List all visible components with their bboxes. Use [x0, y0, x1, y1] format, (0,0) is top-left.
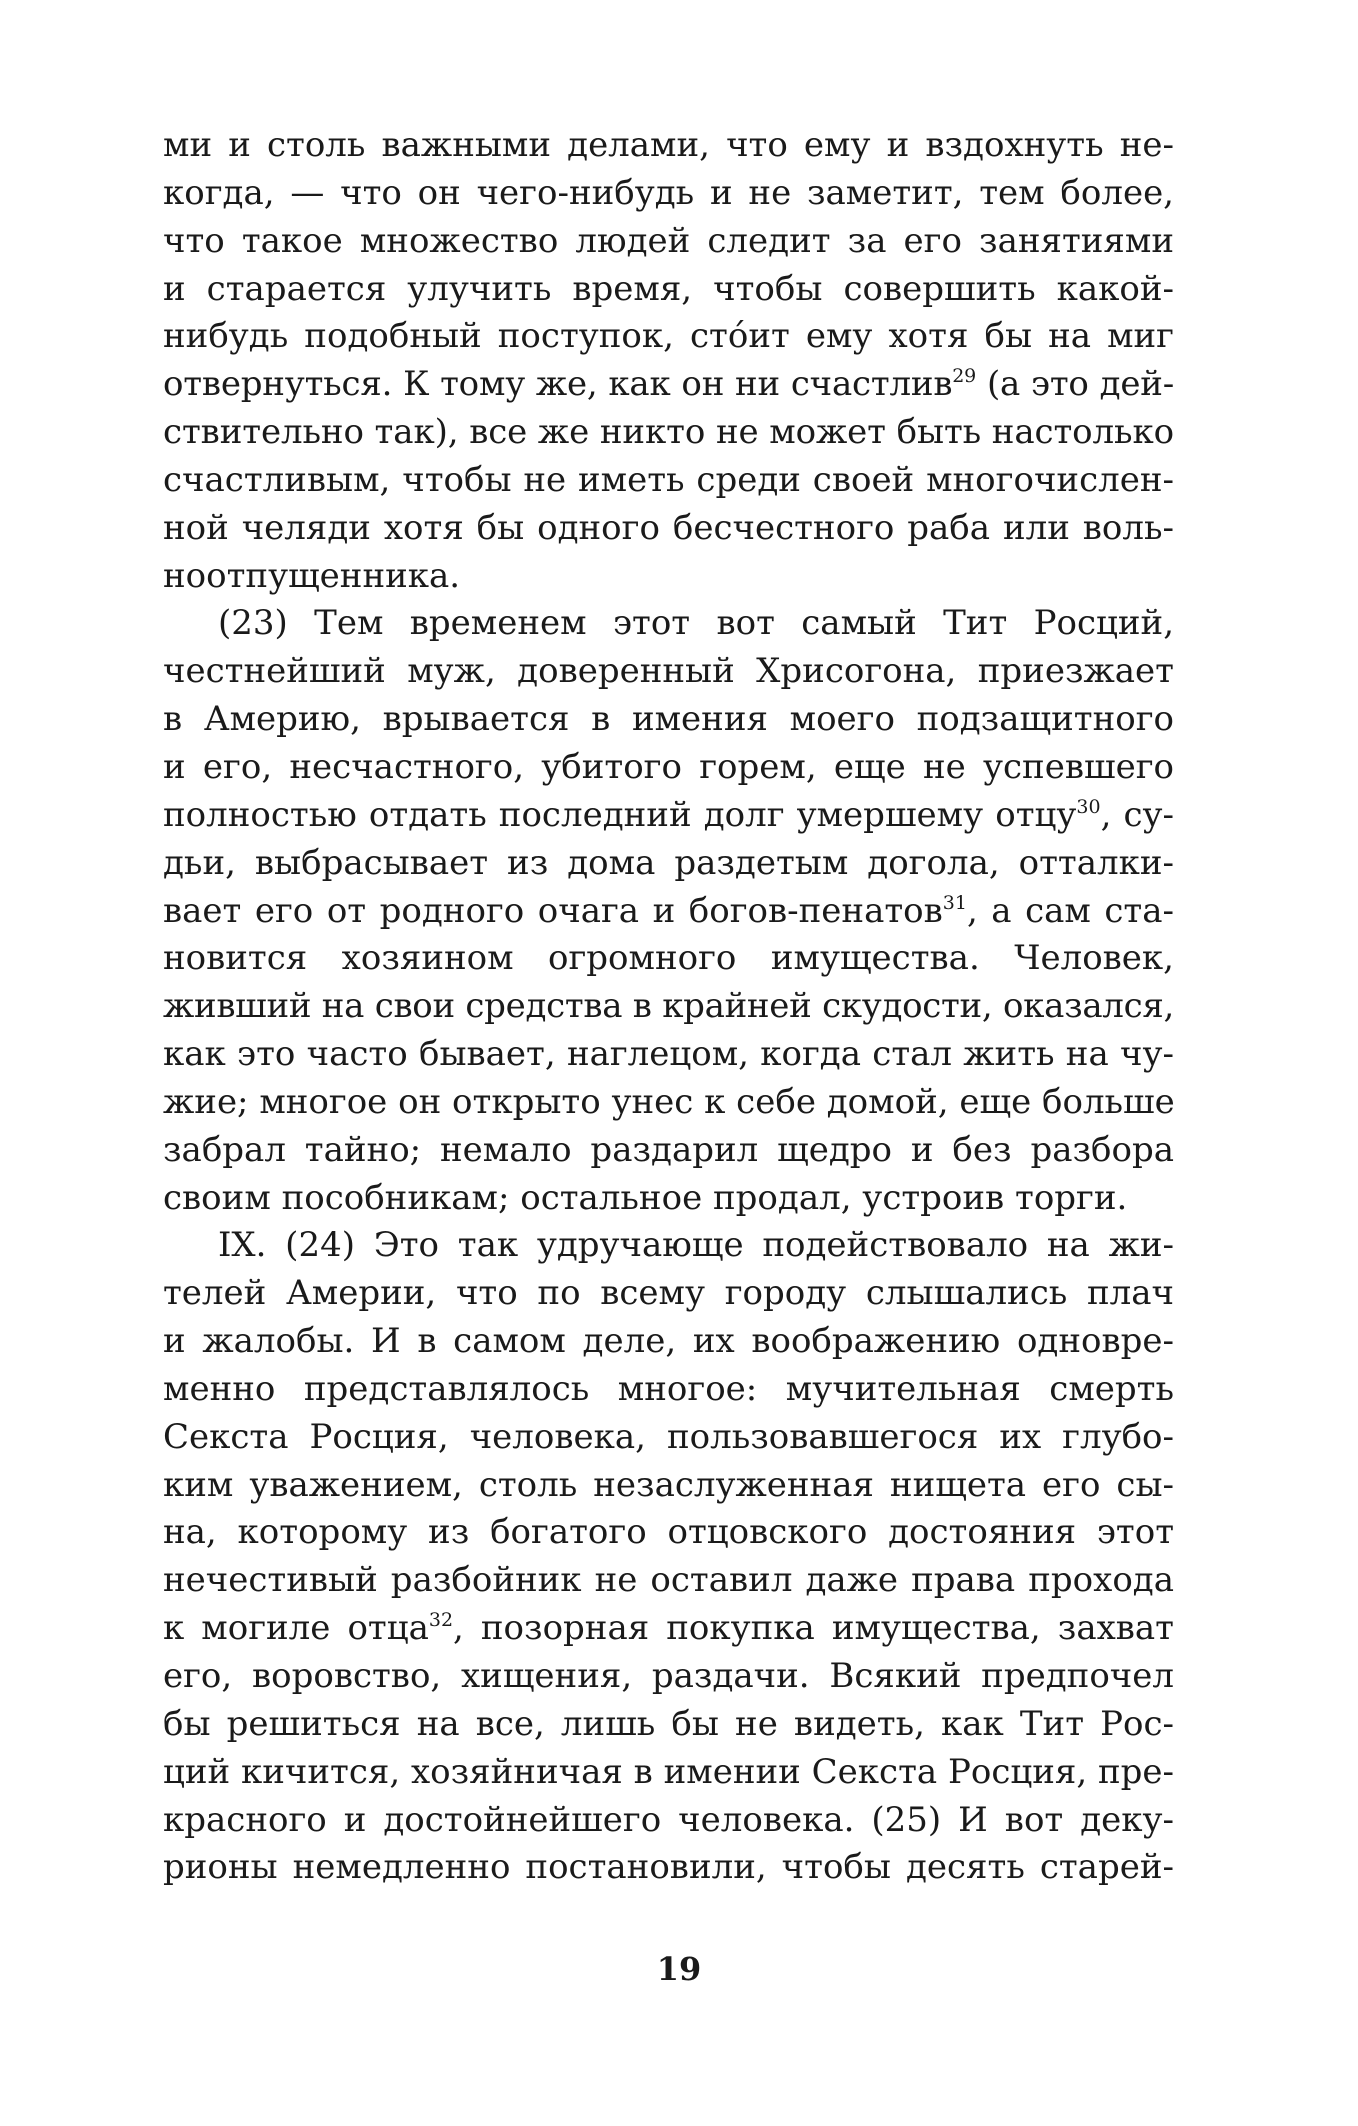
text-segment: его, воровство, хищения, раздачи. Всякий предпочел: [163, 1656, 1174, 1696]
text-line: [163, 696, 1174, 744]
text-line: [163, 1557, 1174, 1605]
text-line: [163, 1079, 1174, 1127]
text-line: [163, 1031, 1174, 1079]
text-segment: дьи, выбрасывает из дома раздетым догола, отталки-: [163, 842, 1174, 883]
text-segment: IX. (24) Это так удручающе подействовало на жи-: [218, 1225, 1174, 1266]
text-line: [163, 1222, 1174, 1270]
text-segment: когда, — что он чего-нибудь и не заметит, тем более,: [163, 172, 1174, 213]
text-line: [163, 505, 1174, 553]
text-line: [163, 1749, 1174, 1797]
text-segment: ций кичится, хозяйничая в имении Секста Росция, пре-: [163, 1751, 1174, 1792]
text-line: [163, 1414, 1174, 1462]
text-line: [163, 1605, 1174, 1653]
text-segment: своим пособникам; остальное продал, устроив торги.: [163, 1177, 1128, 1218]
text-segment: на, которому из богатого отцовского достояния этот: [163, 1512, 1174, 1553]
body-text: [163, 122, 1174, 1892]
text-segment: ной челяди хотя бы одного бесчестного раба или воль-: [163, 507, 1174, 548]
text-line: [163, 122, 1174, 170]
text-segment: новится хозяином огромного имущества. Человек,: [163, 938, 1174, 979]
text-segment: ми и столь важными делами, что ему и вздохнуть не-: [163, 125, 1174, 165]
text-segment: вает его от родного очага и богов-пенатов: [163, 890, 943, 931]
text-segment: забрал тайно; немало раздарил щедро и без разбора: [163, 1129, 1174, 1170]
text-line: [163, 266, 1174, 314]
text-line: [163, 983, 1174, 1031]
text-segment: , су-: [1100, 794, 1174, 835]
text-line: [163, 1318, 1174, 1366]
text-segment: и старается улучить время, чтобы совершить какой-: [163, 268, 1174, 309]
text-segment: рионы немедленно постановили, чтобы десять старей-: [163, 1847, 1174, 1888]
text-segment: живший на свои средства в крайней скудости, оказался,: [163, 986, 1174, 1027]
text-line: [163, 600, 1174, 648]
text-segment: менно представлялось многое: мучительная смерть: [163, 1368, 1174, 1409]
text-segment: счастливым, чтобы не иметь среди своей многочислен-: [163, 459, 1174, 500]
text-line: [163, 888, 1174, 936]
text-segment: ствительно так), все же никто не может быть настолько: [163, 412, 1174, 453]
text-segment: , позорная покупка имущества, захват: [453, 1608, 1174, 1649]
text-segment: ким уважением, столь незаслуженная нищета его сы-: [163, 1464, 1174, 1505]
text-segment: (23) Тем временем этот вот самый Тит Росций,: [218, 603, 1174, 644]
text-line: [163, 1127, 1174, 1175]
text-line: [163, 1366, 1174, 1414]
text-segment: жие; многое он открыто унес к себе домой, еще больше: [163, 1081, 1175, 1122]
text-line: [163, 1844, 1174, 1892]
text-line: [163, 648, 1174, 696]
text-line: [163, 1653, 1174, 1701]
text-segment: как это часто бывает, наглецом, когда стал жить на чу-: [163, 1034, 1174, 1075]
text-line: [163, 1462, 1174, 1510]
text-line: [163, 1509, 1174, 1557]
text-line: [163, 840, 1174, 888]
text-line: [163, 218, 1174, 266]
text-segment: ноотпущенника.: [163, 555, 461, 596]
text-segment: телей Америи, что по всему городу слышались плач: [163, 1273, 1174, 1314]
text-line: [163, 409, 1174, 457]
text-segment: , а сам ста-: [966, 890, 1175, 931]
page-number: 19: [656, 1950, 702, 1988]
text-segment: красного и достойнейшего человека. (25) И вот деку-: [163, 1799, 1174, 1840]
text-segment: и его, несчастного, убитого горем, еще не успевшего: [163, 746, 1174, 787]
text-line: [163, 553, 1174, 601]
footnote-marker: 32: [428, 1609, 454, 1632]
text-line: [163, 1175, 1174, 1223]
footnote-marker: 29: [952, 365, 977, 388]
text-line: [163, 1701, 1174, 1749]
text-segment: что такое множество людей следит за его занятиями: [163, 220, 1174, 261]
text-line: [163, 1270, 1174, 1318]
footnote-marker: 31: [942, 891, 967, 914]
text-segment: нечестивый разбойник не оставил даже права прохода: [163, 1560, 1174, 1601]
text-line: [163, 457, 1174, 505]
text-line: [163, 792, 1174, 840]
text-line: [163, 313, 1174, 361]
text-line: [163, 935, 1174, 983]
text-line: [163, 744, 1174, 792]
text-segment: Секста Росция, человека, пользовавшегося их глубо-: [163, 1416, 1174, 1457]
text-segment: полностью отдать последний долг умершему отцу: [163, 794, 1077, 835]
text-segment: честнейший муж, доверенный Хрисогона, приезжает: [163, 651, 1174, 692]
text-line: [163, 170, 1174, 218]
text-segment: в Америю, врывается в имения моего подзащитного: [163, 699, 1174, 740]
text-line: [163, 361, 1174, 409]
text-segment: к могиле отца: [163, 1608, 429, 1649]
text-segment: (а это дей-: [976, 364, 1174, 405]
text-segment: и жалобы. И в самом деле, их воображению одновре-: [163, 1321, 1174, 1362]
footnote-marker: 30: [1076, 795, 1101, 818]
text-segment: отвернуться. К тому же, как он ни счастлив: [163, 364, 953, 405]
text-line: [163, 1797, 1174, 1845]
text-segment: бы решиться на все, лишь бы не видеть, как Тит Рос-: [163, 1703, 1174, 1744]
text-segment: нибудь подобный поступок, стóит ему хотя бы на миг: [163, 316, 1174, 357]
